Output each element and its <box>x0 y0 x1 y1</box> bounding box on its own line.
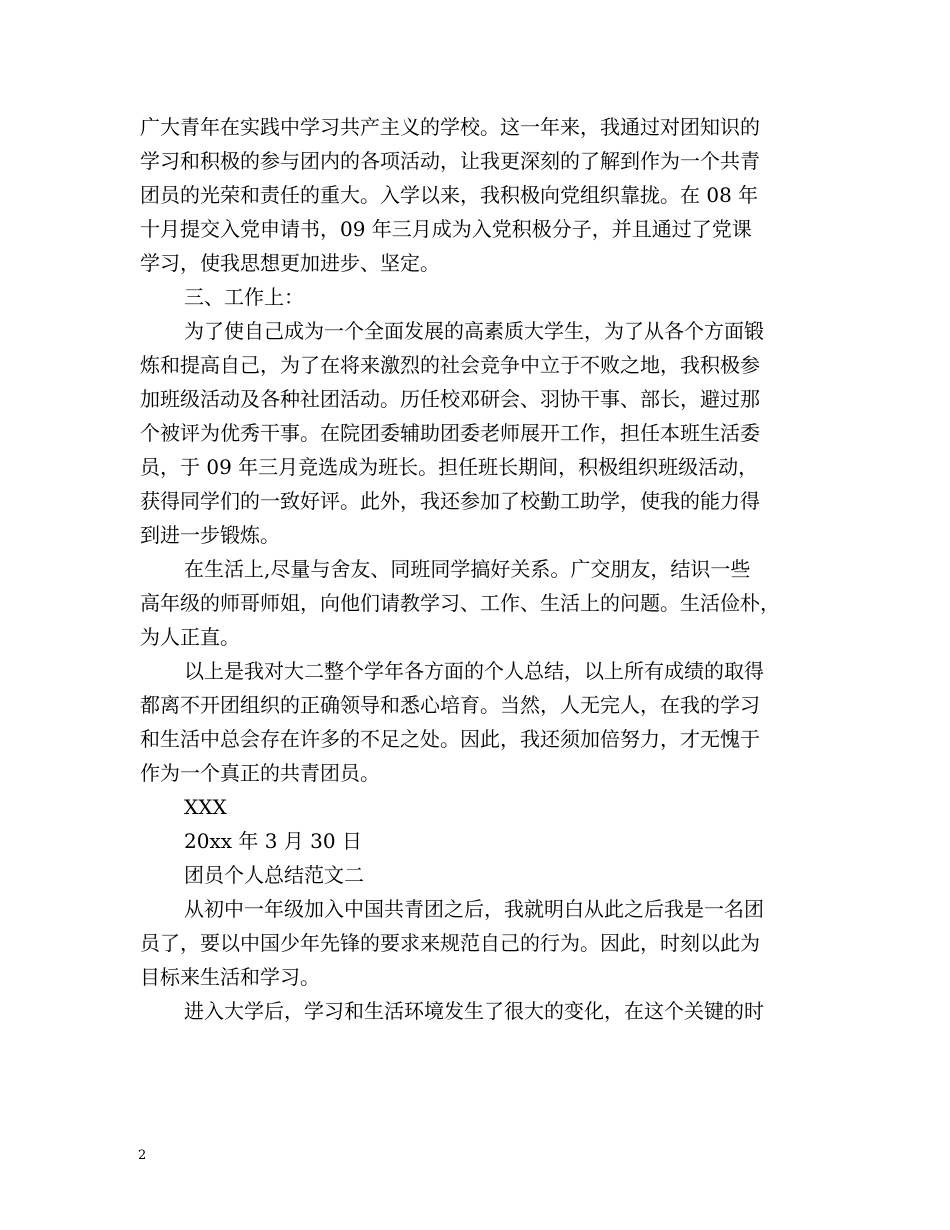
text-line: 在生活上,尽量与舍友、同班同学搞好关系。广交朋友，结识一些 <box>184 557 751 581</box>
text-line: 为了使自己成为一个全面发展的高素质大学生，为了从各个方面锻 <box>184 319 764 343</box>
signature-date <box>140 824 830 858</box>
text-line: 20xx 年 3 月 30 日 <box>184 829 362 853</box>
text-line: 以上是我对大二整个学年各方面的个人总结，以上所有成绩的取得 <box>184 659 764 683</box>
text-line: 到进一步锻炼。 <box>140 523 280 547</box>
text-line: 从初中一年级加入中国共青团之后，我就明白从此之后我是一名团 <box>184 897 764 921</box>
text-line: 加班级活动及各种社团活动。历任校邓研会、羽协干事、部长，避过那 <box>140 387 760 411</box>
text-line: 作为一个真正的共青团员。 <box>140 761 380 785</box>
paragraph <box>140 654 830 790</box>
paragraph <box>140 994 830 1028</box>
text-line: XXX <box>184 795 227 819</box>
text-line: 学习和积极的参与团内的各项活动，让我更深刻的了解到作为一个共青 <box>140 149 760 173</box>
document-body <box>140 110 830 1028</box>
text-line: 三、工作上： <box>184 285 304 309</box>
text-line: 团员的光荣和责任的重大。入学以来，我积极向党组织靠拢。在 08 年 <box>140 183 759 207</box>
text-line: 团员个人总结范文二 <box>184 863 364 887</box>
text-line: 员，于 09 年三月竞选成为班长。担任班长期间，积极组织班级活动， <box>140 455 759 479</box>
text-line: 员了，要以中国少年先锋的要求来规范自己的行为。因此，时刻以此为 <box>140 931 760 955</box>
page-number: 2 <box>138 1148 147 1163</box>
paragraph <box>140 892 830 994</box>
text-line: 个被评为优秀干事。在院团委辅助团委老师展开工作，担任本班生活委 <box>140 421 760 445</box>
paragraph <box>140 314 830 552</box>
text-line: 十月提交入党申请书，09 年三月成为入党积极分子，并且通过了党课 <box>140 217 752 241</box>
text-line: 都离不开团组织的正确领导和悉心培育。当然，人无完人，在我的学习 <box>140 693 760 717</box>
text-line: 进入大学后，学习和生活环境发生了很大的变化，在这个关键的时 <box>184 999 764 1023</box>
article-title <box>140 858 830 892</box>
text-line: 炼和提高自己，为了在将来激烈的社会竞争中立于不败之地，我积极参 <box>140 353 760 377</box>
section-heading <box>140 280 830 314</box>
paragraph <box>140 552 830 654</box>
text-line: 目标来生活和学习。 <box>140 965 320 989</box>
paragraph <box>140 110 830 280</box>
text-line: 获得同学们的一致好评。此外，我还参加了校勤工助学，使我的能力得 <box>140 489 760 513</box>
signature-name <box>140 790 830 824</box>
text-line: 学习，使我思想更加进步、坚定。 <box>140 251 440 275</box>
text-line: 和生活中总会存在许多的不足之处。因此，我还须加倍努力，才无愧于 <box>140 727 760 751</box>
text-line: 广大青年在实践中学习共产主义的学校。这一年来，我通过对团知识的 <box>140 115 760 139</box>
text-line: 为人正直。 <box>140 625 240 649</box>
text-line: 高年级的师哥师姐，向他们请教学习、工作、生活上的问题。生活俭朴， <box>140 591 780 615</box>
